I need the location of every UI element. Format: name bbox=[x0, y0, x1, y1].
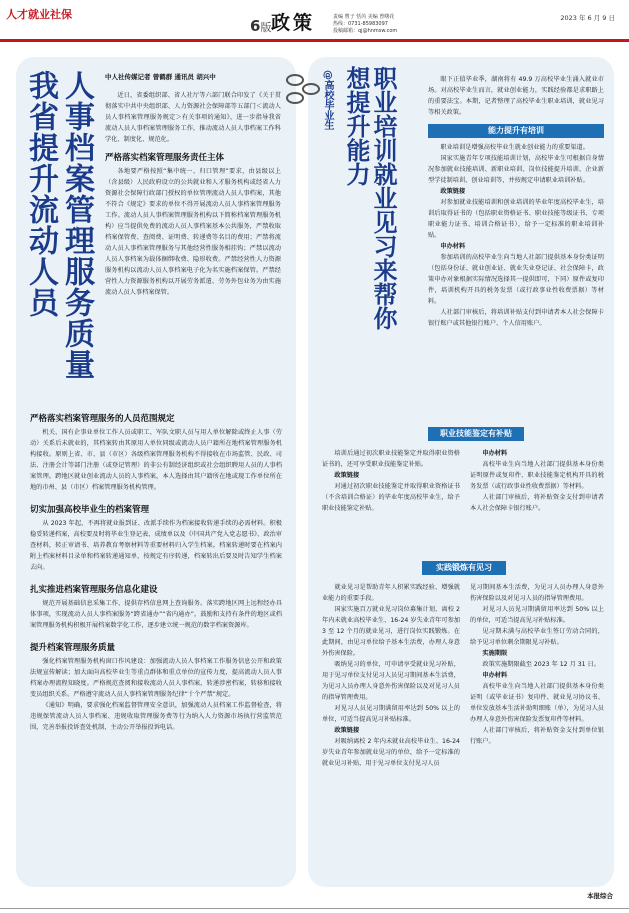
left-headline-col1: 人事档案管理服务质量 bbox=[59, 70, 94, 380]
section-heading: 切实加强高校毕业生的档案管理 bbox=[30, 505, 150, 515]
section-badge: 能力提升有培训 bbox=[428, 124, 604, 138]
right-mid-right: 申办材料 高校毕业生向当地人社部门提供基本身份类证明原件或复印件、职业技能鉴定机构开具的税务发票（或行政事业性收费票据）等材料。 人社部门审核后，将补贴资金支付到申请者本人社会保障卡银行账户。 bbox=[470, 450, 604, 512]
section-badge: 职业技能鉴定有补贴 bbox=[428, 427, 524, 441]
right-body-top: 眼下正值毕业季，湖南将有 49.9 万高校毕业生涌入就业市场。对高校毕业生而言，就业创业能力，实践经验都是求职路上的重要法宝。本期，记者整理了高校毕业生职业培训，就业见习等相关政策。 能力提升有培训 职业培训是增强高校毕业生就业创业能力的重要渠道。 国家实施青年专项技能培训计划，高校毕业生可根据自身情况参加就业技能培训、新职业培训、岗位技能提升培训、企业新型学徒制培训、创业培训等，并按规定申请职业培训补贴。 政策链接 对参加就业技能培训和创业培训的毕业年度高校毕业生，培训后取得证书的（包括职业资格证书、职业技能等级证书、专项职业能力证书、培训合格证书），给予一定标准的职业培训补贴。 申办材料 参加培训的高校毕业生向当地人社部门提供基本身份类证明（包括身份证、就业创业证、就业失业登记证、社会保障卡，政策申办对象根据实际情况选择其一提供即可，下同）原件或复印件，培训机构开具的税务发票（或行政事业性收费票据）等材料。 人社部门审核后，将培训补贴支付到申请者本人社会保障卡银行账户或其他银行账户、个人信用账户。 bbox=[428, 76, 604, 327]
right-subtitle: @高校毕业生 bbox=[322, 70, 333, 130]
left-headline-col2: 我省提升流动人员 bbox=[23, 70, 58, 318]
left-body-top: 近日，省委组织部、省人社厅等六部门联合印发了《关于贯彻落实中共中央组织部、人力资源社会保障部等五部门＜流动人员人事档案管理服务规定＞有关事项的通知》，进一步指导我省流动人员人事档案管理服务工作，推动流动人员人事档案工作科学化、制度化、规范化。 严格落实档案管理服务责任主体 各地要严格按照“集中统一、归口管理”要求，由县级以上（含县级）人民政府设立的公共就业和人才服务机构或经省人力资源社会保障行政部门授权的单位管理流动人员人事档案，其他不符合《规定》要求的单位不得开展流动人员人事档案管理服务工作。流动人员人事档案管理服务机构以下简称档案管理服务机构）应当提供免费的流动人员人事档案基本公共服务，严禁收取档案保管费、查阅费、证明费、转递费等名目的费用；严禁将流动人员人事档案管理服务与其他经营性服务相挂钩；严禁以流动人员人事档案为载体捆绑收费、隐形收费。严禁经营性人力资源服务机构以流动人员人事档案电子化为名实施档案保管。严禁经营性人力资源服务机构以开展劳务派遣、劳务外包业务为由实施流动人员人事档案保管。 bbox=[105, 92, 281, 296]
footer-divider bbox=[0, 908, 629, 909]
right-mid-left: 培训后通过初次职业技能鉴定并取得职业资格证书的，还可享受职业技能鉴定补贴。 政策链接 对通过初次职业技能鉴定并取得职业资格证书（不含培训合格证）的毕业年度高校毕业生，给予职业技能鉴定补贴。 bbox=[322, 450, 460, 512]
page-number: 6版 bbox=[250, 17, 272, 35]
header-divider bbox=[0, 39, 629, 42]
paper-name: 人才就业社保 bbox=[6, 8, 72, 21]
section-heading: 扎实推进档案管理服务信息化建设 bbox=[30, 585, 158, 595]
right-headline-col2: 想提升能力 bbox=[342, 66, 370, 186]
section-heading: 提升档案管理服务质量 bbox=[30, 643, 116, 653]
section-title: 政策 bbox=[271, 12, 316, 34]
right-bottom-left: 就业见习是帮助青年人积累实践经验、增强就业能力的重要手段。 国家实施百万就业见习岗位募集计划，离校 2 年内未就业高校毕业生、16-24 岁失业青年可参加 3 至 12 个月的就业见习，进行岗位实践锻炼。在此期间，由见习单位给予基本生活费，办理人身意外伤害保险。 吸纳见习的单位，可申请享受就业见习补贴，用于见习单位支付见习人员见习期间基本生活费，为见习人员办理人身意外伤害保险以及对见习人员的指导管理费用。 对见习人员见习期满留用率达到 50% 以上的单位，可适当提高见习补贴标准。 政策链接 对吸纳离校 2 年内未就业高校毕业生、16-24 岁失业青年参加就业见习的单位，给予一定标准的就业见习补贴，用于见习单位支付见习人员 bbox=[322, 584, 460, 767]
source-credit: 本报综合 bbox=[587, 892, 613, 900]
section-heading: 严格落实档案管理服务的人员范围规定 bbox=[30, 414, 175, 424]
section-heading: 严格落实档案管理服务责任主体 bbox=[105, 153, 225, 163]
chain-link-icon bbox=[283, 72, 323, 106]
section-badge: 实践锻炼有见习 bbox=[422, 561, 506, 575]
left-body-bottom: 严格落实档案管理服务的人员范围规定 机关、国有企事业单位工作人员或职工、军队文职人员与用人单位解除或终止人事（劳动）关系后未就业的，其档案转由其原用人单位同级或流动人员户籍所在地档案管理服务机构接收。原则上省、市、县（市区）各级档案管理服务机构不得接收在市场监管、民政、司法、注册会计等部门注册（或登记管理）的非公有制经济组织或社会组织聘用人员的人事档案管理。跨地区就业创业流动人员的人事档案，本人选择由其户籍所在地或现工作单位所在地的市州、县（市区）档案管理服务机构管理。 切实加强高校毕业生的档案管理 从 2023 年起，不再将就业报到证、改派手续作为档案接收转递手续的必需材料。积极稳妥转递档案，高校要及时将毕业生登记表、成绩单以及《中国共产党入党志愿书》、政治审查材料，转正审请书、培养教育考察材料等重要材料归入学生档案。档案转递时要在档案内附上档案材料目录单和档案转递通知单，按规定有序转递，档案转出后要及时告知学生档案去向。 扎实推进档案管理服务信息化建设 规范开展基础信息采集工作，提供存档信息网上查询服务。落实跨地区网上远程经办具体事项，实现流动人员人事档案服务“跨省通办”“省内通办”。鼓励和支持有条件的地区或档案管理服务机构积极开展档案数字化工作，逐步建立统一规范的数字档案资源库。 提升档案管理服务质量 强化档案管理服务机构窗口作风建设：加强流动人员人事档案工作服务信息公开和政策法规宣传解读；加大面向高校毕业生等重点群体和重点单位的宣传力度，提高流动人员人事档案办理流程知晓度。严格规范查阅和接收流动人员人事档案，转递涉密档案，转移和接收变员组织关系。严格遵守流动人员人事档案管理服务纪律“十个严禁”规定。 《通知》明确，要求强化档案监督管理安全意识，加强流动人员档案工作监督检查，将违规保管流动人员人事档案、违规收取管理服务费等行为纳入人力资源市场执行营监管范围，完善举报投诉查处机制，主动公开举报投诉电话。 bbox=[30, 414, 282, 731]
editor-info: 责编 曹子 恬芮 美编 曾曙花 热线：0731-85983097 投稿邮箱：qj@hnmsw.com bbox=[333, 14, 398, 34]
issue-date: 2023 年 6 月 9 日 bbox=[560, 14, 615, 22]
right-headline-col1: 职业培训就业见习来帮你 bbox=[369, 66, 397, 330]
byline: 中人社传媒记者 曾鹤群 通讯员 胡兴中 bbox=[105, 73, 216, 81]
right-bottom-right: 见习期间基本生活费，为见习人员办理人身意外伤害保险以及对见习人员的指导管理费用。 对见习人员见习期满留用率达到 50% 以上的单位，可适当提高见习补贴标准。 见习期未满与高校毕业生签订劳动合同的，给予见习单位剩余期限见习补贴。 实施期限 政策实施期限截至 2023 年 12 月 31 日。 申办材料 高校毕业生向当地人社部门提供基本身份类证明（或毕业证书）复印件、就业见习协议书、单位发放基本生活补助明细账（单），为见习人员办理人身意外伤害保险发票复印件等材料。 人社部门审核后，将补贴资金支付到单位银行账户。 bbox=[470, 584, 604, 745]
